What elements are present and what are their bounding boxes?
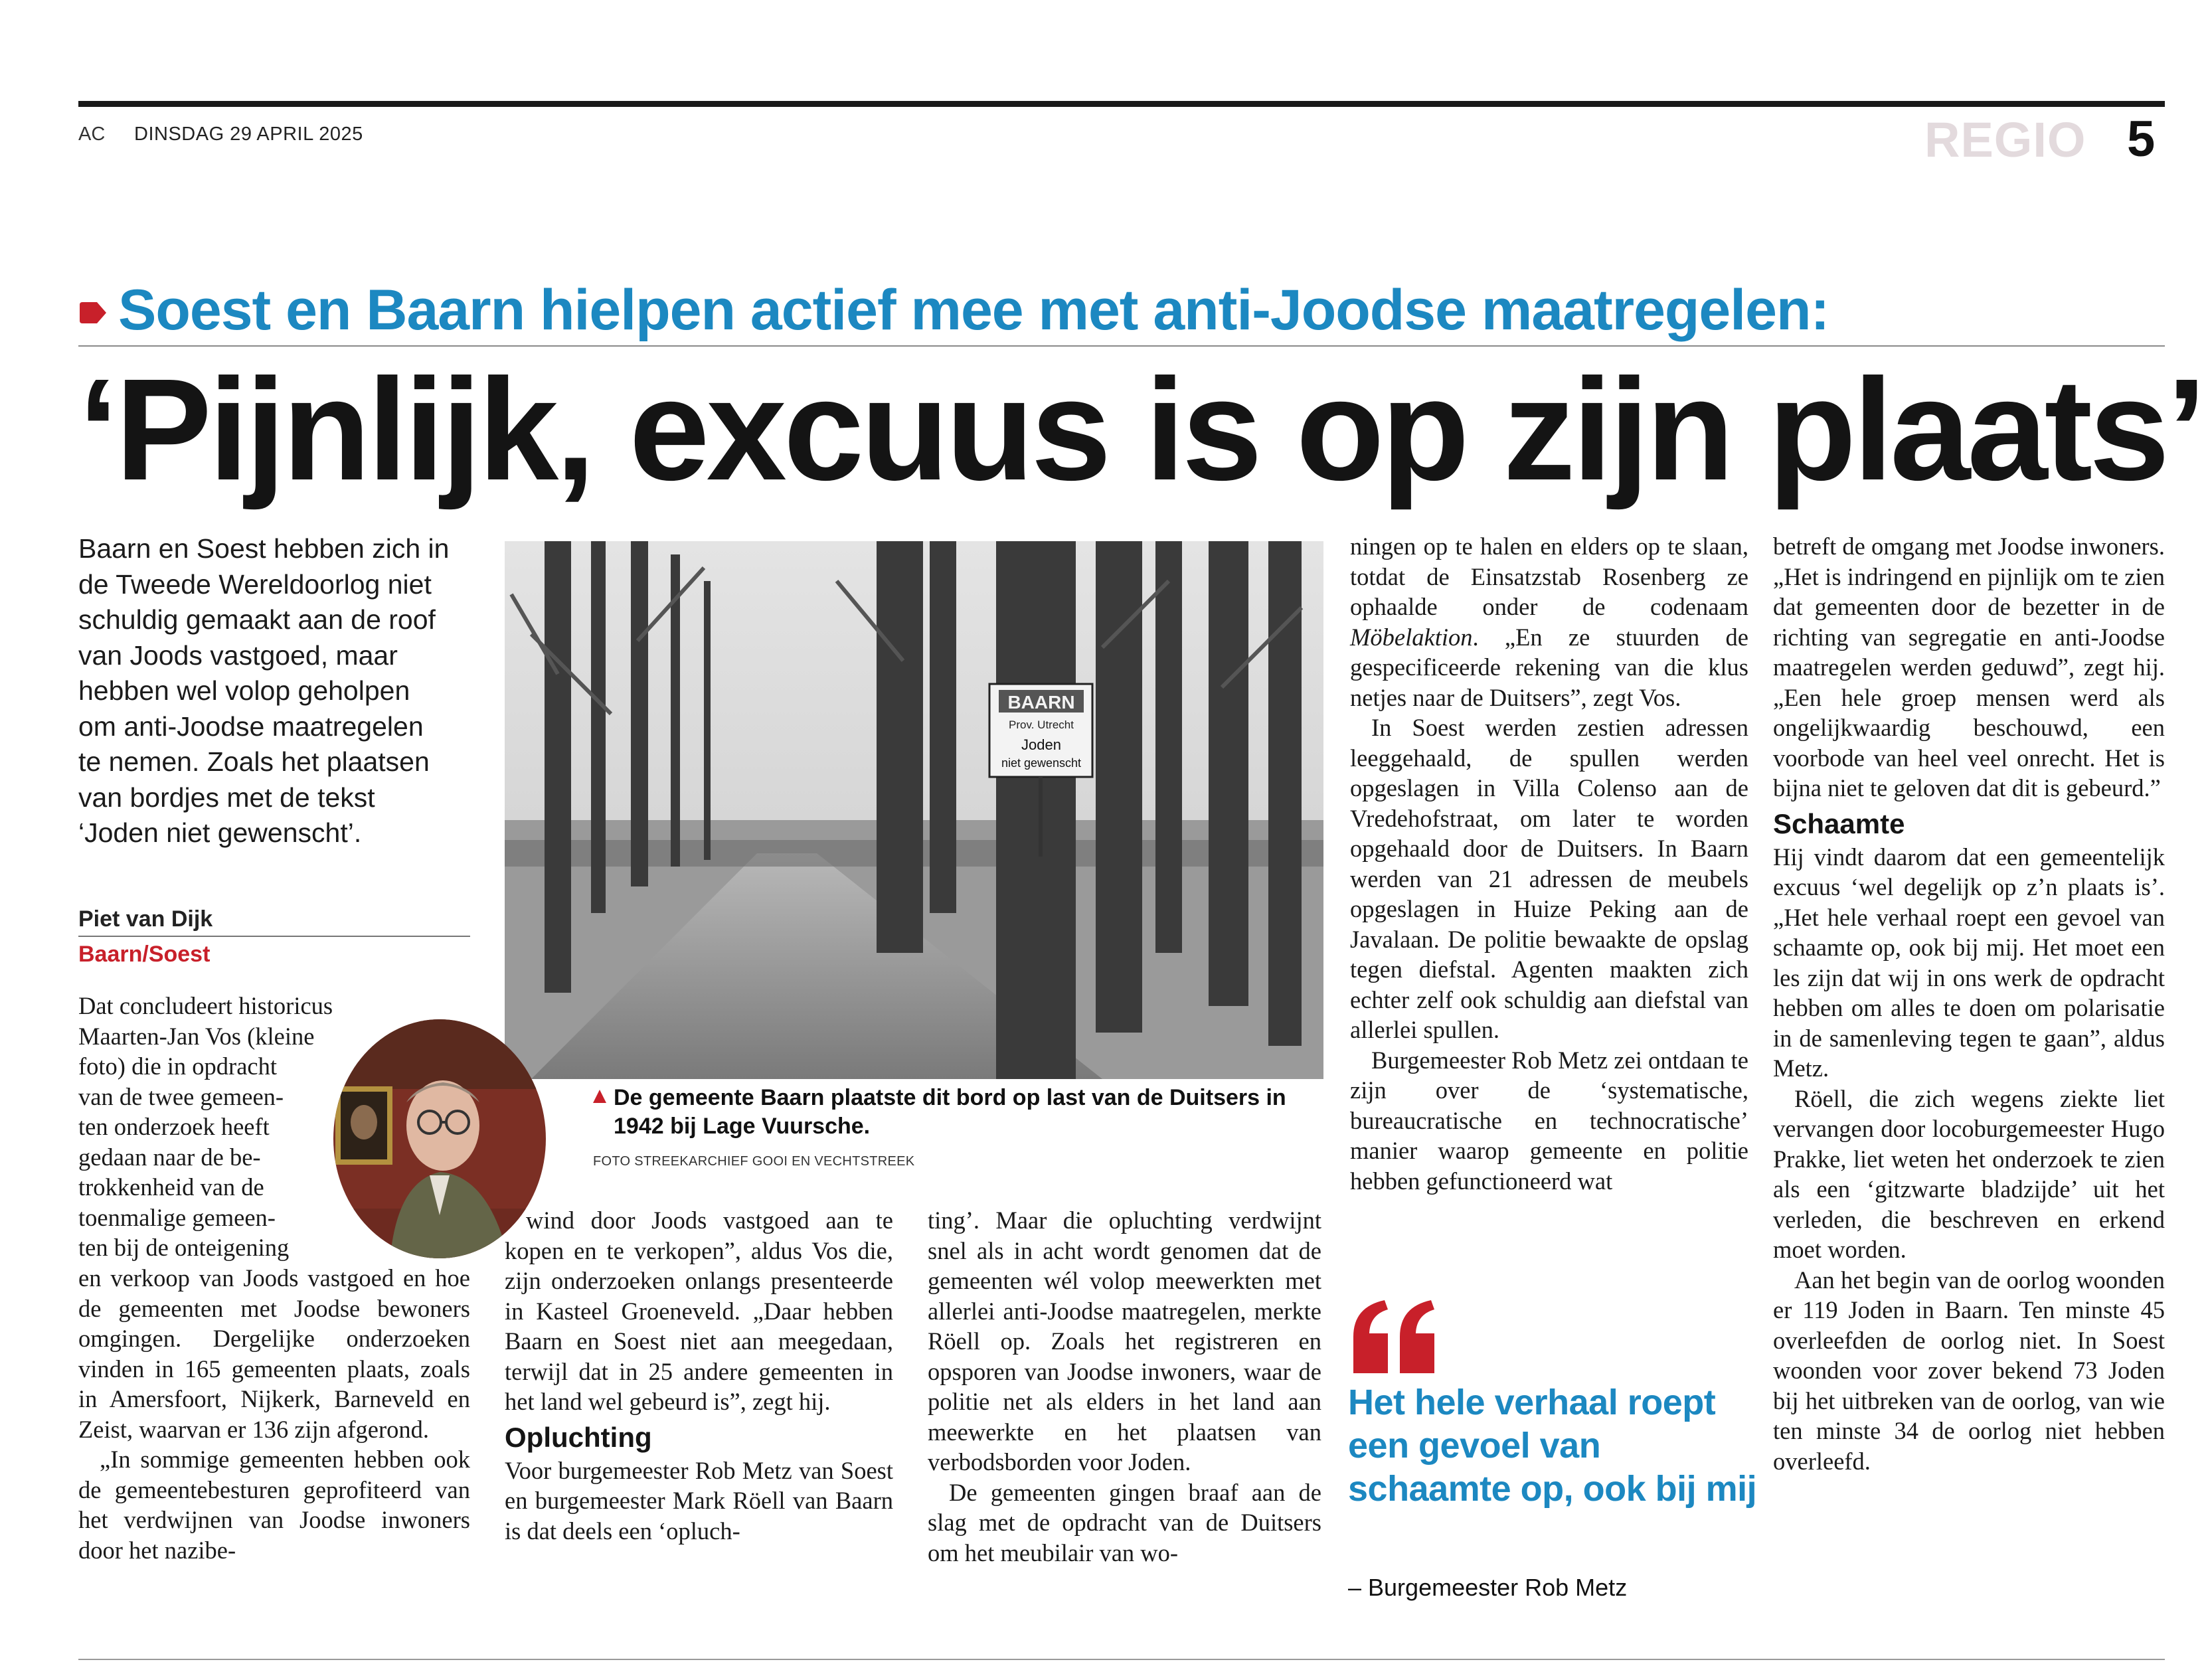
paragraph: „In sommige gemeenten hebben ook de gemeentebesturen geprofiteerd van het verdwijnen van Joodse inwoners door het nazibe-	[78, 1446, 470, 1564]
portrait-photo	[330, 1016, 549, 1262]
paragraph: De gemeenten gingen braaf aan de slag met de opdracht van de Duitsers om het meubilair van wo-	[928, 1478, 1321, 1566]
paragraph: Röell, die zich wegens ziekte liet vervangen door locoburgemeester Hugo Prakke, liet weten het onderzoek te zien als een ‘gitzwarte bladzijde’ uit het verleden, die beschreven en erkend moet worden.	[1773, 1084, 2165, 1263]
paragraph: Hij vindt daarom dat een gemeentelijk excuus ‘wel degelijk op z’n plaats is’. „Het hele verhaal roept een gevoel van schaamte op, ook bij mij. Het moet een les zijn dat wij in ons werk de opdracht hebben om alles te doen om polarisatie in de samenleving tegen te gaan”, aldus Metz.	[1773, 843, 2165, 1082]
paragraph	[1350, 531, 1748, 713]
subhead-schaamte: Schaamte	[1773, 807, 1905, 839]
paragraph: Aan het begin van de oorlog woonden er 119 Joden in Baarn. Ten minste 45 overleefden de oorlog niet. In Soest woonden voor zover bekend 73 Joden bij het uitbreken van de oorlog, van wie ten minste 34 de oorlog niet hebben overleefd.	[1773, 1266, 2165, 1475]
intro-line: van bordjes met de tekst	[78, 782, 375, 813]
byline-divider	[78, 936, 470, 937]
subhead-opluchting: Opluchting	[505, 1421, 652, 1453]
intro	[78, 531, 467, 851]
wrap-line: foto) die in opdracht	[78, 1052, 278, 1080]
tree-lined-road-image	[505, 541, 1323, 1079]
text: . „En ze stuurden de gespecificeerde rekening van die klus netjes naar de Duitsers”, zegt Vos.	[1350, 623, 1748, 711]
main-photo	[505, 541, 1323, 1079]
photo-caption: De gemeente Baarn plaatste dit bord op last van de Duitsers in 1942 bij Lage Vuursche.	[614, 1085, 1286, 1139]
wrap-line: van de twee gemeen-	[78, 1082, 284, 1110]
paragraph: Burgemeester Rob Metz zei ontdaan te zijn over de ‘systematische, bureaucratische en technocratische’ manier waarop gemeente en politie hebben gefunctioneerd wat	[1350, 1046, 1748, 1195]
text-emphasis: Möbelaktion	[1350, 623, 1473, 651]
column-4	[1350, 531, 1748, 1196]
paragraph: Voor burgemeester Rob Metz van Soest en burgemeester Mark Röell van Baarn is dat deels een ‘opluch-	[505, 1456, 893, 1545]
wrap-line: Maarten-Jan Vos (kleine	[78, 1022, 315, 1050]
intro-line: van Joods vastgoed, maar	[78, 639, 398, 671]
sign-line: niet gewenscht	[1001, 756, 1082, 770]
wrap-line: trokkenheid van de	[78, 1173, 264, 1201]
caption-triangle-icon	[593, 1090, 606, 1103]
section-title: REGIO	[1924, 112, 2086, 167]
column-2	[505, 1205, 893, 1546]
paragraph: In Soest werden zestien adressen leeggehaald, de spullen werden opgeslagen in Villa Colenso aan de Vredehofstraat, om later te worden opgehaald door de Duitsers. In Baarn werden van 21 adressen de meubels opgeslagen in Huize Peking aan de Javalaan. De politie bewaakte de opslag tegen diefstal. Agenten maakten zich echter zelf ook schuldig aan diefstal van allerlei spullen.	[1350, 714, 1748, 1043]
kicker: Soest en Baarn hielpen actief mee met anti-Joodse maatregelen:	[118, 278, 1829, 342]
paragraph: wind door Joods vastgoed aan te kopen en te verkopen”, aldus Vos die, zijn onderzoeken onlangs presenteerde in Kasteel Groeneveld. „Daar hebben Baarn en Soest niet aan meegedaan, terwijl dat in 25 andere gemeenten in het land wel gebeurd is”, zegt hij.	[505, 1207, 893, 1415]
column-1	[78, 1263, 470, 1565]
pull-quote: Het hele verhaal roept een gevoel van schaamte op, ook bij mij	[1348, 1383, 1757, 1509]
sign-line: Joden	[1021, 736, 1061, 753]
intro-line: Baarn en Soest hebben zich in	[78, 533, 450, 564]
kicker-divider	[78, 345, 2165, 347]
quote-mark-icon	[1348, 1300, 1441, 1380]
intro-line: hebben wel volop geholpen	[78, 675, 410, 706]
headline: ‘Pijnlijk, excuus is op zijn plaats’	[78, 349, 2203, 511]
sign-line: Prov. Utrecht	[1009, 718, 1074, 731]
bottom-rule	[78, 1659, 2165, 1660]
sign-line: BAARN	[1007, 692, 1075, 713]
column-5	[1773, 531, 2165, 1476]
kicker-arrow-icon	[80, 302, 106, 323]
wrap-line: ten onderzoek heeft	[78, 1113, 270, 1140]
issue-date: DINSDAG 29 APRIL 2025	[134, 124, 363, 145]
paragraph: en verkoop van Joods vastgoed en hoe de gemeenten met Joodse bewoners omgingen. Dergelijke onderzoeken vinden in 165 gemeenten plaats, zoals in Amersfoort, Nijkerk, Barneveld en Zeist, waarvan er 136 zijn afgerond.	[78, 1264, 470, 1443]
top-rule	[78, 101, 2165, 107]
wrap-line: gedaan naar de be-	[78, 1143, 261, 1171]
pull-quote-attribution: – Burgemeester Rob Metz	[1348, 1574, 1628, 1601]
intro-line: de Tweede Wereldoorlog niet	[78, 568, 432, 600]
text: ningen op te halen en elders op te slaan, totdat de Einsatzstab Rosenberg ze ophaalde onder de codenaam	[1350, 533, 1748, 620]
byline-author: Piet van Dijk	[78, 906, 213, 932]
page-number: 5	[2127, 111, 2156, 167]
paragraph: ting’. Maar die opluchting verdwijnt snel als in acht wordt genomen dat de gemeenten wél volop meewerkten met allerlei anti-Joodse maatregelen, merkte Röell op. Zoals het registreren en opsporen van Joodse inwoners, waar de politie net als elders in het land aan meewerkte en het plaatsen van verbodsborden voor Joden.	[928, 1207, 1321, 1475]
wrap-line: toenmalige gemeen-	[78, 1203, 276, 1231]
wrap-line: Dat concludeert historicus	[78, 992, 333, 1019]
intro-line: om anti-Joodse maatregelen	[78, 711, 424, 742]
byline-location: Baarn/Soest	[78, 942, 211, 967]
photo-credit: FOTO STREEKARCHIEF GOOI EN VECHTSTREEK	[593, 1154, 915, 1169]
paragraph: betreft de omgang met Joodse inwoners. „Het is indringend en pijnlijk om te zien dat gemeenten door de bezetter in de richting van segregatie en anti-Joodse maatregelen werden geduwd”, zegt hij. „Een hele groep mensen werd als ongelijkwaardig beschouwd, een voorbode van heel veel onrecht. Het is bijna niet te geloven dat dit is gebeurd.”	[1773, 533, 2165, 801]
paper-code: AC	[78, 124, 106, 145]
intro-line: te nemen. Zoals het plaatsen	[78, 746, 430, 777]
column-3	[928, 1205, 1321, 1568]
intro-line: ‘Joden niet gewenscht’.	[78, 817, 362, 848]
intro-line: schuldig gemaakt aan de roof	[78, 604, 436, 635]
wrap-line: ten bij de onteigening	[78, 1234, 290, 1261]
